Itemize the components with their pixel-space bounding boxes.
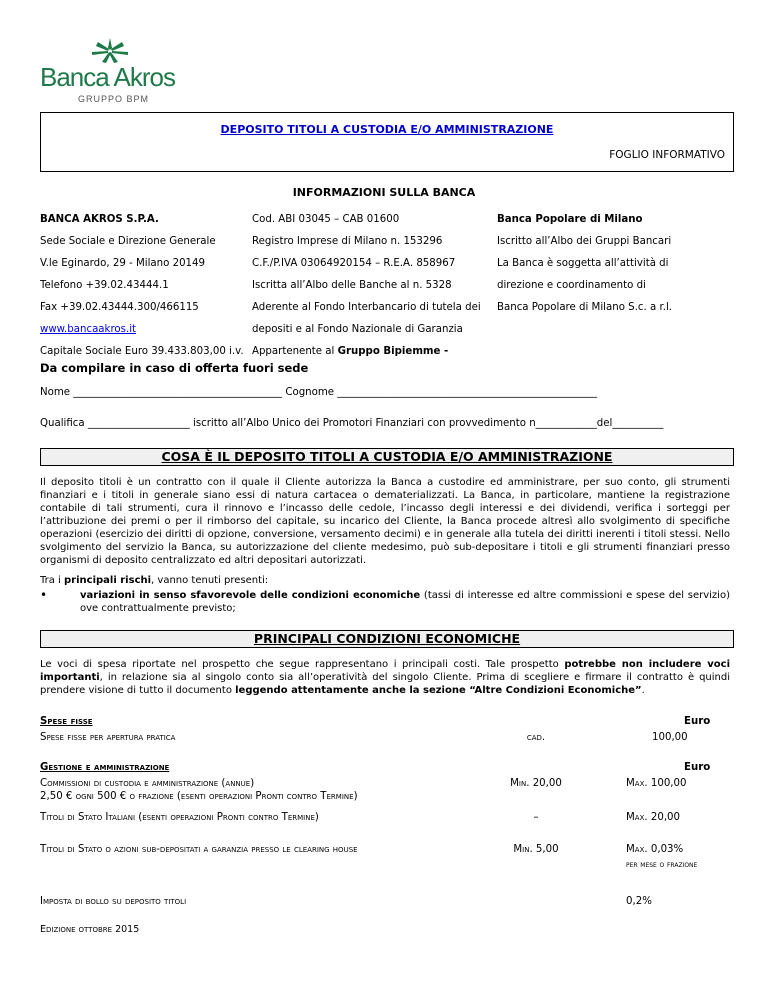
parent-bank: Banca Popolare di Milano [497,214,643,225]
bullet-icon: • [40,588,48,602]
risks-suffix: , vanno tenuti presenti: [151,575,269,586]
stamp-duty-value: 0,2% [626,896,652,907]
management-heading: Gestione e amministrazione [40,762,170,773]
currency-label: Euro [684,716,711,727]
clearing-label: Titoli di Stato o azioni sub-depositati a garanzia presso le clearing house [40,844,358,855]
italian-bonds-label: Titoli di Stato Italiani (esenti operazioni Pronti contro Termine) [40,812,319,823]
bank-abi-cab: Cod. ABI 03045 – CAB 01600 [252,214,400,225]
bank-info-cell: Registro Imprese di Milano n. 153296 [252,236,443,247]
bank-logo [40,38,180,106]
name-surname-line: Nome _________________________________________ Cognome ___________________________________________________ [40,387,598,398]
bank-info-row [40,258,740,272]
bank-info-row [40,302,740,316]
bank-info-cell: V.le Eginardo, 29 - Milano 20149 [40,258,205,269]
conditions-text: , in relazione sia al singolo conto sia all’operatività del singolo Cliente. Prima di scegliere e firmare il contratto è quindi prendere visione di tutto il documento [40,672,730,696]
bank-info-cell: Sede Sociale e Direzione Generale [40,236,216,247]
risks-intro [40,574,730,587]
logo-group-label: GRUPPO BPM [78,94,150,104]
group-name: Gruppo Bipiemme - [337,346,449,357]
bank-info-row [40,280,740,294]
bank-info-heading: INFORMAZIONI SULLA BANCA [292,186,476,199]
italian-bonds-min: – [533,812,539,823]
bank-info-row [40,236,740,250]
commission-max: Max. 100,00 [626,778,687,789]
conditions-description [40,658,730,697]
document-subtitle: FOGLIO INFORMATIVO [609,149,725,161]
logo-wordmark: Banca Akros [40,62,175,92]
commission-subtext: 2,50 € ogni 500 € o frazione (esenti operazioni Pronti contro Termine) [40,791,358,802]
conditions-bold: leggendo attentamente anche la sezione “Altre Condizioni Economiche” [235,685,642,696]
group-membership [252,346,448,357]
title-box [40,112,734,172]
qualification-line: Qualifica ____________________ iscritto all’Albo Unico dei Promotori Finanziari con provvedimento n____________del__________ [40,418,664,429]
commission-min: Min. 20,00 [510,778,562,789]
bank-info-cell: Banca Popolare di Milano S.c. a r.l. [497,302,673,313]
website-link[interactable]: www.bancaakros.it [40,324,137,335]
offer-heading: Da compilare in caso di offerta fuori sede [40,361,309,375]
fixed-costs-heading: Spese fisse [40,716,93,727]
bank-info-cell: direzione e coordinamento di [497,280,646,291]
conditions-text: Le voci di spesa riportate nel prospetto che segue rappresentano i principali costi. Tale prospetto [40,659,565,670]
stamp-duty-label: Imposta di bollo su deposito titoli [40,896,187,907]
bank-info-cell: La Banca è soggetta all’attività di [497,258,669,269]
risks-bold: principali rischi [64,575,152,586]
conditions-text: . [641,685,645,696]
italian-bonds-max: Max. 20,00 [626,812,681,823]
bank-info-cell: depositi e al Fondo Nazionale di Garanzia [252,324,463,335]
edition-label: Edizione ottobre 2015 [40,924,140,935]
logo-star-icon [88,38,132,64]
document-title: DEPOSITO TITOLI A CUSTODIA E/O AMMINISTRAZIONE [220,123,554,136]
bank-info-row [40,324,740,338]
bank-info-row [40,214,740,228]
currency-label: Euro [684,762,711,773]
bank-info-cell: Fax +39.02.43444.300/466115 [40,302,199,313]
bank-info-cell: Iscritto all’Albo dei Gruppi Bancari [497,236,672,247]
share-capital: Capitale Sociale Euro 39.433.803,00 i.v. [40,346,244,357]
bank-info-cell: Iscritta all’Albo delle Banche al n. 5328 [252,280,452,291]
section-conditions-box [40,630,734,648]
clearing-min: Min. 5,00 [513,844,559,855]
bank-info-row [40,346,740,360]
conditions-bold: potrebbe non includere voci importanti [40,659,730,683]
fixed-cost-value: 100,00 [652,732,688,743]
fixed-cost-unit: cad. [526,732,546,743]
risks-prefix: Tra i [40,575,65,586]
section-conditions-title: PRINCIPALI CONDIZIONI ECONOMICHE [253,631,521,646]
section-what-box [40,448,734,466]
bank-name: BANCA AKROS S.P.A. [40,214,159,225]
fixed-cost-label: Spese fisse per apertura pratica [40,732,176,743]
group-prefix: Appartenente al [252,346,338,357]
risk-item [80,589,730,615]
bank-info-cell: C.F./P.IVA 03064920154 – R.E.A. 858967 [252,258,456,269]
risk-item-text: (tassi di interesse ed altre commissioni e spese del servizio) ove contrattualmente previsto; [80,590,730,614]
clearing-max: Max. 0,03% [626,844,684,855]
bank-info-cell: Telefono +39.02.43444.1 [40,280,169,291]
section-what-title: COSA È IL DEPOSITO TITOLI A CUSTODIA E/O AMMINISTRAZIONE [161,449,613,464]
bank-info-cell: Aderente al Fondo Interbancario di tutela dei [252,302,481,313]
risk-item-bold: variazioni in senso sfavorevole delle condizioni economiche [80,590,421,601]
commission-label: Commissioni di custodia e amministrazione (annue) [40,778,255,789]
clearing-note: per mese o frazione [626,860,698,870]
what-description: Il deposito titoli è un contratto con il quale il Cliente autorizza la Banca a custodire ed amministrare, per suo conto, gli strumenti finanziari e i titoli in generale siano essi di natura cartacea o dematerializzati. La Banca, in particolare, mantiene la registrazione contabile di tali strumenti, cura il rinnovo e l’incasso delle cedole, l’incasso degli interessi e dei dividendi, verifica i sorteggi per l’attribuzione dei premi o per il rimborso del capitale, su incarico del Cliente, la Banca procede altresì allo svolgimento di specifiche operazioni (esercizio dei diritti di opzione, conversione, versamento decimi) e in generale alla tutela dei diritti inerenti i titoli stessi. Nello svolgimento del servizio la Banca, su autorizzazione del cliente medesimo, può sub-depositare i titoli e gli strumenti finanziari presso organismi di deposito centralizzato ed altri depositari autorizzati. [40,477,730,566]
